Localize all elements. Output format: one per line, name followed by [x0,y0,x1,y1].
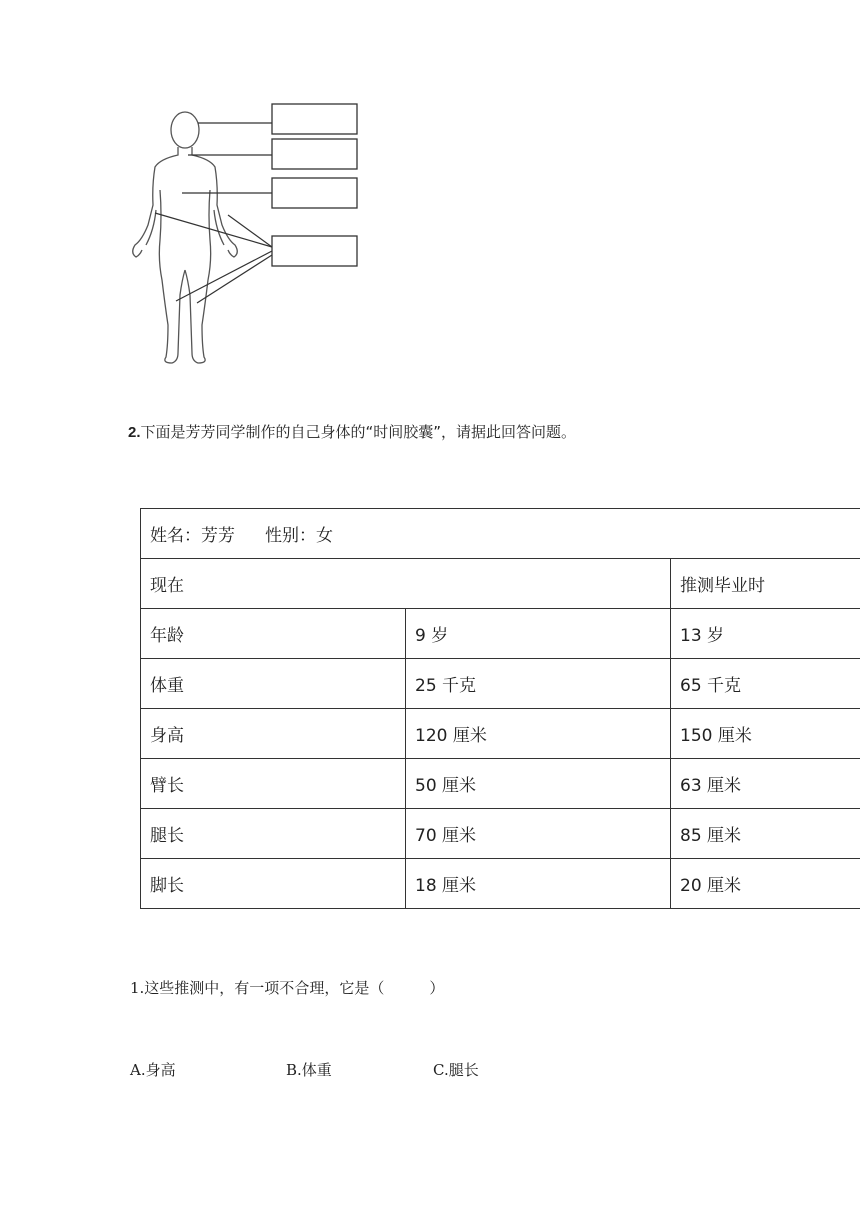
now-cell: 50 厘米 [406,759,671,809]
item-cell: 腿长 [141,809,406,859]
item-cell: 年龄 [141,609,406,659]
item-cell: 体重 [141,659,406,709]
table-row [141,709,860,759]
leader-lines [155,123,272,303]
table-row [141,609,860,659]
item-cell: 身高 [141,709,406,759]
option-b[interactable]: B.体重 [286,1061,332,1079]
table-row [141,859,860,909]
question-2 [128,421,576,442]
body-outline [133,112,238,363]
label-box-1[interactable] [272,104,357,134]
table-row-name [141,509,860,559]
table-row [141,659,860,709]
option-c[interactable]: C.腿长 [433,1061,479,1079]
gender-label: 性别：女 [265,526,333,546]
sub-question-1: 1.这些推测中，有一项不合理，它是（ ） [130,979,445,997]
predict-cell: 20 厘米 [671,859,860,909]
now-cell: 9 岁 [406,609,671,659]
item-cell: 脚长 [141,859,406,909]
time-capsule-table [140,508,860,909]
predict-cell: 150 厘米 [671,709,860,759]
option-a[interactable]: A.身高 [130,1061,176,1079]
now-cell: 70 厘米 [406,809,671,859]
now-cell: 120 厘米 [406,709,671,759]
predict-header: 推测毕业时 [671,559,860,609]
table-header-row [141,559,860,609]
table-row [141,759,860,809]
label-box-4[interactable] [272,236,357,266]
name-gender-cell [141,509,860,559]
item-cell: 臂长 [141,759,406,809]
body-diagram [120,95,380,375]
table-row [141,809,860,859]
label-box-2[interactable] [272,139,357,169]
predict-cell: 85 厘米 [671,809,860,859]
question-text: 下面是芳芳同学制作的自己身体的“时间胶囊”，请据此回答问题。 [140,423,577,441]
now-cell: 18 厘米 [406,859,671,909]
name-label: 姓名：芳芳 [150,526,235,546]
question-number: 2. [128,424,141,441]
predict-cell: 13 岁 [671,609,860,659]
label-box-3[interactable] [272,178,357,208]
predict-cell: 63 厘米 [671,759,860,809]
now-header: 现在 [141,559,671,609]
predict-cell: 65 千克 [671,659,860,709]
now-cell: 25 千克 [406,659,671,709]
